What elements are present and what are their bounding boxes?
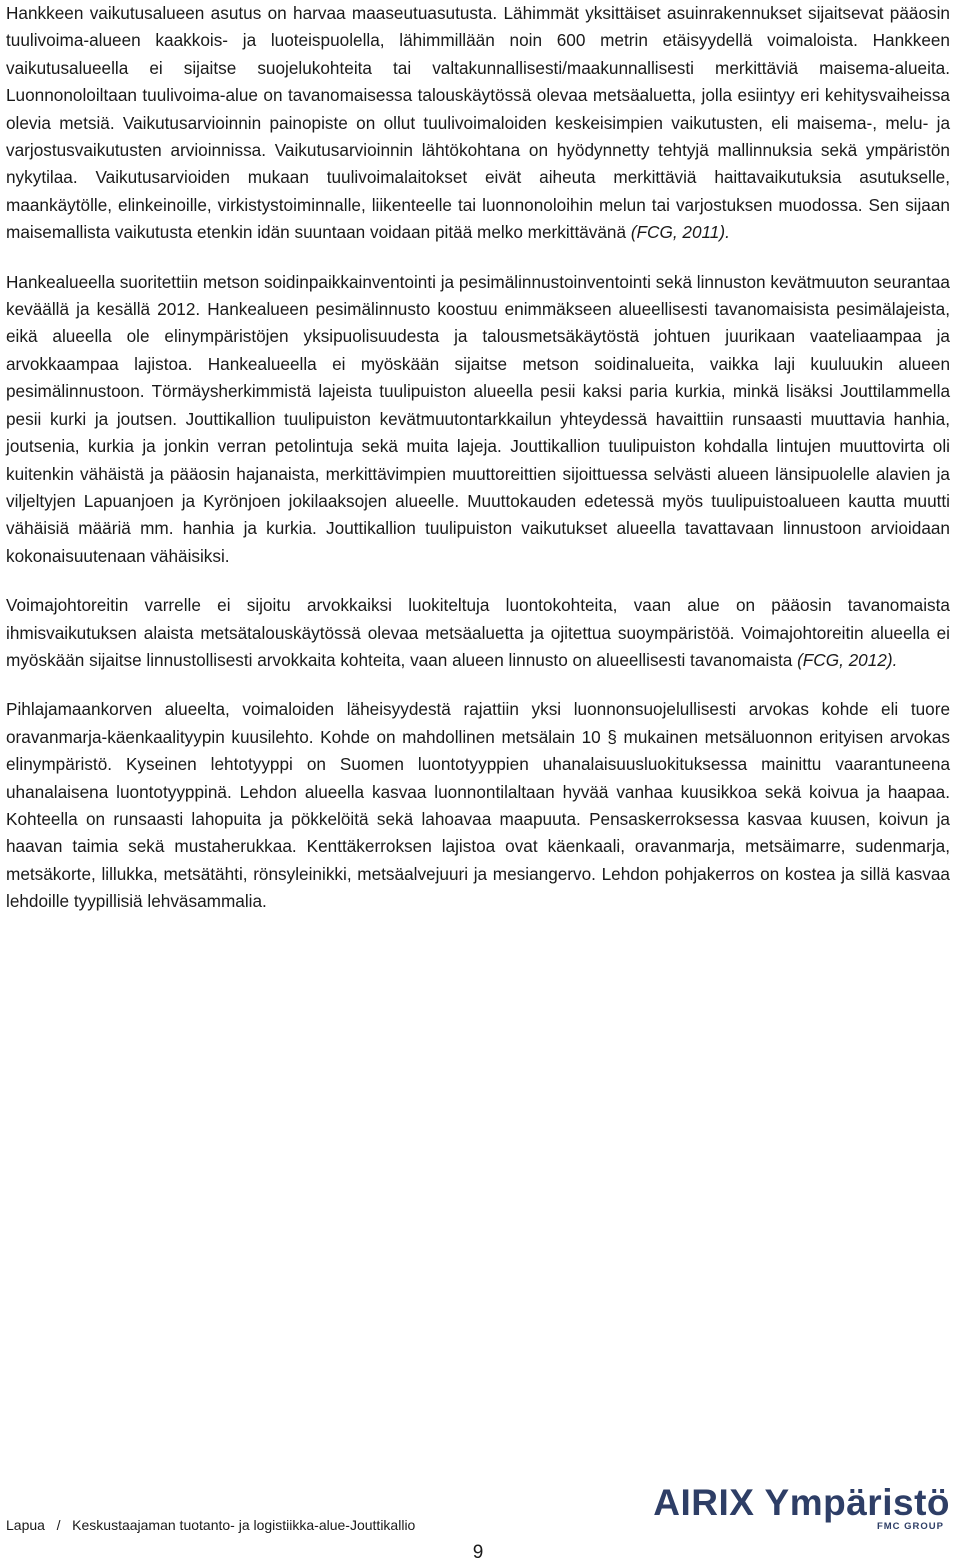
paragraph-text: Hankkeen vaikutusalueen asutus on harvaa maaseutuasutusta. Lähimmät yksittäiset asuinrakennukset sijaitsevat pääosin tuulivoima-alueen kaakkois- ja luoteispuolella, lähimmillään noin 600 metrin etäisyydellä voimaloista. Hankkeen vaikutusalueella ei sijaitse suojelukohteita tai valtakunnallisesti/maakunnallisesti merkittäviä maisema-alueita. Luonnonoloiltaan tuulivoima-alue on tavanomaisessa talouskäytössä olevaa metsäaluetta, jolla esiintyy eri kehitysvaiheissa olevia metsiä. Vaikutusarvioinnin painopiste on ollut tuulivoimaloiden keskeisimpien vaikutusten, eli maisema-, melu- ja varjostusvaikutusten arvioinnissa. Vaikutusarvioinnin lähtökohtana on hyödynnetty tehtyjä mallinnuksia sekä ympäristön nykytilaa. Vaikutusarvioiden mukaan tuulivoimalaitokset eivät aiheuta merkittäviä haittavaikutuksia asutukselle, maankäytölle, elinkeinoille, virkistystoiminnalle, liikenteelle tai luonnonoloihin melun tai varjostuksen muodossa. Sen sijaan maisemallista vaikutusta etenkin idän suuntaan voidaan pitää melko merkittävänä bbox=[6, 3, 950, 243]
document-body bbox=[6, 0, 950, 938]
paragraph-text: Pihlajamaankorven alueelta, voimaloiden läheisyydestä rajattiin yksi luonnonsuojelullisesti arvokas kohde eli tuore oravanmarja-käenkaalityypin kuusilehto. Kohde on mahdollinen metsälain 10 § mukainen metsäluonnon erityisen arvokas elinympäristö. Kyseinen lehtotyyppi on Suomen luontotyyppien uhanalaisuusluokituksessa mainittu vaarantuneena uhanalaisena luontotyyppinä. Lehdon alueella kasvaa luonnontilaltaan hyvää vanhaa kuusikkoa sekä koivua ja haapaa. Kohteella on runsaasti lahopuita ja pökkelöitä sekä lahoavaa maapuuta. Pensaskerroksessa kasvaa kuusen, koivun ja haavan taimia sekä mustaherukkaa. Kenttäkerroksen lajistoa ovat käenkaali, oravanmarja, metsäimarre, sudenmarja, metsäkorte, lillukka, metsätähti, rönsyleinikki, metsäalvejuuri ja mesiangervo. Lehdon pohjakerros on kostea ja sillä kasvaa lehdoille tyypillisiä lehväsammalia. bbox=[6, 699, 950, 912]
paragraph bbox=[6, 269, 950, 570]
logo-subtext: FMC GROUP bbox=[876, 1521, 944, 1532]
paragraph-text: Voimajohtoreitin varrelle ei sijoitu arvokkaiksi luokiteltuja luontokohteita, vaan alue on pääosin tavanomaista ihmisvaikutuksen alaista metsätalouskäytössä olevaa metsäaluetta ja ojitettua suoympäristöä. Voimajohtoreitin alueella ei myöskään sijaitse linnustollisesti arvokkaita kohteita, vaan alueen linnusto on alueellisesti tavanomaista bbox=[6, 595, 950, 670]
footer-document-title: Lapua / Keskustaajaman tuotanto- ja logistiikka-alue-Jouttikallio bbox=[6, 1517, 416, 1533]
citation: (FCG, 2011). bbox=[630, 222, 730, 243]
page-footer bbox=[6, 1483, 950, 1563]
page-number: 9 bbox=[472, 1542, 484, 1563]
paragraph bbox=[6, 696, 950, 915]
citation: (FCG, 2012). bbox=[797, 649, 898, 670]
logo-wordmark: AIRIX Ympäristö bbox=[653, 1482, 950, 1523]
paragraph bbox=[6, 0, 950, 247]
paragraph bbox=[6, 592, 950, 674]
company-logo bbox=[653, 1482, 950, 1535]
paragraph-text: Hankealueella suoritettiin metson soidinpaikkainventointi ja pesimälinnustoinventointi sekä linnuston kevätmuuton seurantaa keväällä ja kesällä 2012. Hankealueen pesimälinnusto koostuu enimmäkseen alueellisesti tavanomaisista pesimälajeista, eikä alueella ole elinympäristöjen yksipuolisuudesta ja talousmetsäkäytöstä johtuen juurikaan vaateliaampaa ja arvokkaampaa lajistoa. Hankealueella ei myöskään sijaitse metson soidinalueita, vaikka laji kuuluukin alueen pesimälinnustoon. Törmäysherkimmistä lajeista tuulipuiston alueella pesii kaksi paria kurkia, minkä lisäksi Jouttilammella pesii kurki ja joutsen. Jouttikallion tuulipuiston kevätmuutontarkkailun yhteydessä havaittiin runsaasti muuttavia hanhia, joutsenia, kurkia ja jonkin verran petolintuja sekä muita lajeja. Jouttikallion tuulipuiston kohdalla lintujen muuttovirta oli kuitenkin vähäistä ja pääosin hajanaista, merkittävimpien muuttoreittien sijoittuessa selvästi alueen länsipuolelle alavien ja viljeltyjen Lapuanjoen ja Kyrönjoen jokilaaksojen alueelle. Muuttokauden edetessä myös tuulipuistoalueen kautta muutti vähäisiä määriä mm. hanhia ja kurkia. Jouttikallion tuulipuiston vaikutukset alueella tavattavaan linnustoon arvioidaan kokonaisuutenaan vähäisiksi. bbox=[6, 271, 950, 566]
